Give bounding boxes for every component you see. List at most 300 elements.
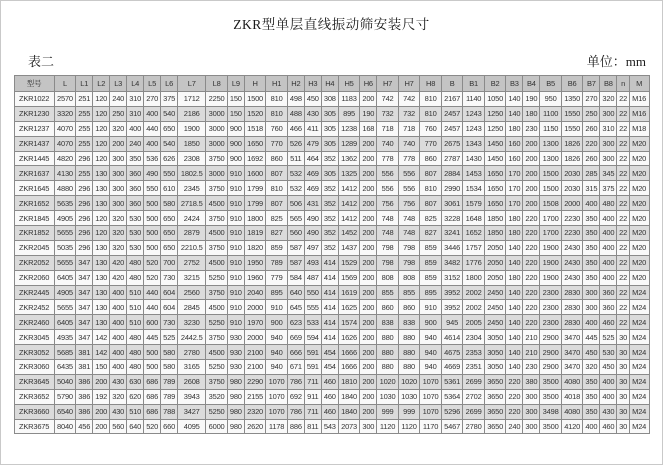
value-cell: 900 — [227, 136, 244, 151]
value-cell: 760 — [420, 121, 442, 136]
value-cell: 2040 — [244, 285, 266, 300]
value-cell: 910 — [227, 255, 244, 270]
value-cell: 1800 — [244, 211, 266, 226]
value-cell: 555 — [304, 300, 321, 315]
value-cell: 526 — [287, 136, 304, 151]
value-cell: 3470 — [561, 360, 583, 375]
value-cell: 200 — [360, 166, 377, 181]
value-cell: 718 — [377, 121, 399, 136]
value-cell: 200 — [360, 300, 377, 315]
value-cell: 2050 — [484, 240, 506, 255]
value-cell: 5364 — [441, 389, 463, 404]
value-cell: 460 — [600, 419, 617, 434]
value-cell: 4500 — [206, 255, 228, 270]
value-cell: 3650 — [484, 419, 506, 434]
value-cell: 825 — [420, 211, 442, 226]
value-cell: 900 — [420, 315, 442, 330]
table-meta — [28, 51, 646, 70]
value-cell: 440 — [144, 121, 161, 136]
value-cell: 580 — [161, 196, 178, 211]
value-cell: 22 — [617, 240, 629, 255]
value-cell: 5655 — [54, 300, 76, 315]
value-cell: 251 — [76, 92, 93, 107]
table-row — [14, 270, 649, 285]
value-cell: 350 — [583, 255, 600, 270]
value-cell: 2030 — [561, 166, 583, 181]
value-cell: 2000 — [561, 196, 583, 211]
value-cell: 142 — [93, 330, 110, 345]
value-cell: 910 — [227, 211, 244, 226]
value-cell: 464 — [304, 151, 321, 166]
value-cell: 386 — [76, 404, 93, 419]
value-cell: 2752 — [178, 255, 206, 270]
column-header: B1 — [463, 76, 485, 92]
value-cell: 200 — [360, 211, 377, 226]
value-cell: 530 — [127, 211, 144, 226]
value-cell: 3050 — [484, 360, 506, 375]
value-cell: 789 — [161, 389, 178, 404]
value-cell: 160 — [506, 151, 523, 166]
value-cell: 140 — [506, 300, 523, 315]
value-cell: 880 — [377, 330, 399, 345]
value-cell: 788 — [161, 404, 178, 419]
column-header: B7 — [583, 76, 600, 92]
value-cell: 490 — [144, 166, 161, 181]
value-cell: 900 — [266, 315, 288, 330]
value-cell: 1520 — [244, 106, 266, 121]
value-cell: 748 — [398, 211, 420, 226]
value-cell: 480 — [127, 330, 144, 345]
value-cell: 375 — [600, 181, 617, 196]
value-cell: 2304 — [463, 330, 485, 345]
value-cell: 778 — [377, 151, 399, 166]
value-cell: 450 — [600, 360, 617, 375]
value-cell: 400 — [583, 315, 600, 330]
model-cell: ZKR1637 — [14, 166, 54, 181]
value-cell: 1412 — [338, 181, 360, 196]
value-cell: 1626 — [338, 330, 360, 345]
value-cell: 400 — [127, 121, 144, 136]
value-cell: 530 — [127, 226, 144, 241]
value-cell: 825 — [266, 211, 288, 226]
value-cell: 5635 — [54, 196, 76, 211]
table-body — [14, 92, 649, 434]
value-cell: 740 — [377, 136, 399, 151]
value-cell: 827 — [266, 226, 288, 241]
value-cell: 587 — [287, 240, 304, 255]
value-cell: 2210.5 — [178, 240, 206, 255]
column-header: H7 — [398, 76, 420, 92]
model-cell: ZKR3675 — [14, 419, 54, 434]
value-cell: 200 — [360, 389, 377, 404]
value-cell: 4500 — [206, 300, 228, 315]
value-cell: 779 — [266, 270, 288, 285]
value-cell: 999 — [398, 404, 420, 419]
value-cell: 500 — [144, 211, 161, 226]
value-cell: 5296 — [441, 404, 463, 419]
value-cell: M20 — [629, 151, 649, 166]
value-cell: 200 — [360, 374, 377, 389]
value-cell: 22 — [617, 136, 629, 151]
value-cell: 1712 — [178, 92, 206, 107]
value-cell: 532 — [287, 166, 304, 181]
table-row — [14, 92, 649, 107]
value-cell: 1070 — [266, 374, 288, 389]
value-cell: 6435 — [54, 360, 76, 375]
value-cell: 798 — [377, 255, 399, 270]
value-cell: 180 — [506, 270, 523, 285]
value-cell: 4614 — [441, 330, 463, 345]
value-cell: 347 — [76, 315, 93, 330]
value-cell: 130 — [93, 166, 110, 181]
value-cell: 1140 — [463, 92, 485, 107]
value-cell: 2002 — [463, 300, 485, 315]
value-cell: 1070 — [266, 404, 288, 419]
column-header: B5 — [540, 76, 562, 92]
value-cell: 300 — [110, 151, 127, 166]
value-cell: 220 — [523, 240, 540, 255]
model-cell: ZKR3060 — [14, 360, 54, 375]
value-cell: 711 — [304, 404, 321, 419]
value-cell: 808 — [398, 270, 420, 285]
value-cell: 22 — [617, 270, 629, 285]
value-cell: 2450 — [484, 315, 506, 330]
value-cell: 1900 — [540, 255, 562, 270]
value-cell: 3650 — [484, 389, 506, 404]
value-cell: 550 — [304, 285, 321, 300]
value-cell: 305 — [321, 166, 338, 181]
value-cell: 3446 — [441, 240, 463, 255]
value-cell: 1183 — [338, 92, 360, 107]
value-cell: 480 — [600, 196, 617, 211]
value-cell: 3215 — [178, 270, 206, 285]
value-cell: 1150 — [540, 121, 562, 136]
value-cell: 671 — [287, 360, 304, 375]
value-cell: 487 — [304, 270, 321, 285]
value-cell: 1960 — [244, 270, 266, 285]
value-cell: 420 — [110, 255, 127, 270]
value-cell: 859 — [420, 240, 442, 255]
value-cell: 1450 — [484, 151, 506, 166]
value-cell: 798 — [398, 255, 420, 270]
value-cell: 880 — [377, 360, 399, 375]
value-cell: 130 — [93, 270, 110, 285]
value-cell: 270 — [583, 92, 600, 107]
column-header: L — [54, 76, 76, 92]
value-cell: 2608 — [178, 374, 206, 389]
value-cell: 540 — [161, 136, 178, 151]
value-cell: 910 — [227, 285, 244, 300]
column-header: B8 — [600, 76, 617, 92]
value-cell: 1799 — [244, 181, 266, 196]
value-cell: 543 — [321, 419, 338, 434]
value-cell: 2830 — [561, 285, 583, 300]
value-cell: 770 — [266, 136, 288, 151]
value-cell: 718 — [398, 121, 420, 136]
unit-label: 单位：mm — [586, 54, 646, 69]
value-cell: 200 — [360, 330, 377, 345]
value-cell: 999 — [377, 404, 399, 419]
value-cell: 1850 — [484, 211, 506, 226]
value-cell: 886 — [287, 419, 304, 434]
value-cell: 350 — [583, 211, 600, 226]
value-cell: 756 — [398, 196, 420, 211]
value-cell: 1070 — [266, 389, 288, 404]
value-cell: 466 — [287, 121, 304, 136]
value-cell: 666 — [287, 345, 304, 360]
value-cell: 308 — [321, 92, 338, 107]
value-cell: 5035 — [54, 240, 76, 255]
value-cell: 742 — [377, 92, 399, 107]
value-cell: 414 — [321, 285, 338, 300]
value-cell: 220 — [523, 226, 540, 241]
value-cell: 2345 — [178, 181, 206, 196]
value-cell: 5655 — [54, 226, 76, 241]
value-cell: 1030 — [377, 389, 399, 404]
value-cell: 320 — [110, 226, 127, 241]
value-cell: 2780 — [178, 345, 206, 360]
value-cell: 2702 — [463, 389, 485, 404]
column-header: H5 — [338, 76, 360, 92]
value-cell: 3427 — [178, 404, 206, 419]
value-cell: 347 — [76, 285, 93, 300]
value-cell: 626 — [161, 151, 178, 166]
value-cell: 4500 — [206, 226, 228, 241]
value-cell: 520 — [144, 255, 161, 270]
value-cell: 1020 — [377, 374, 399, 389]
value-cell: 2884 — [441, 166, 463, 181]
value-cell: 386 — [76, 389, 93, 404]
value-cell: 380 — [523, 374, 540, 389]
value-cell: 352 — [321, 196, 338, 211]
value-cell: 2000 — [244, 330, 266, 345]
table-row — [14, 106, 649, 121]
value-cell: 1430 — [463, 151, 485, 166]
value-cell: 230 — [523, 360, 540, 375]
value-cell: 808 — [377, 270, 399, 285]
value-cell: 260 — [583, 151, 600, 166]
value-cell: 940 — [420, 360, 442, 375]
value-cell: 610 — [161, 181, 178, 196]
value-cell: 498 — [287, 92, 304, 107]
value-cell: 250 — [583, 106, 600, 121]
value-cell: 3952 — [441, 285, 463, 300]
value-cell: 230 — [523, 121, 540, 136]
value-cell: 748 — [377, 211, 399, 226]
value-cell: 536 — [144, 151, 161, 166]
value-cell: 2155 — [244, 389, 266, 404]
value-cell: 130 — [93, 300, 110, 315]
value-cell: 1243 — [463, 121, 485, 136]
value-cell: 22 — [617, 121, 629, 136]
value-cell: 440 — [144, 300, 161, 315]
value-cell: 350 — [583, 374, 600, 389]
value-cell: 200 — [523, 181, 540, 196]
value-cell: 500 — [144, 345, 161, 360]
value-cell: 4820 — [54, 151, 76, 166]
value-cell: 2167 — [441, 92, 463, 107]
value-cell: 255 — [76, 121, 93, 136]
value-cell: 200 — [360, 240, 377, 255]
value-cell: 140 — [506, 240, 523, 255]
value-cell: 160 — [506, 136, 523, 151]
value-cell: 320 — [110, 389, 127, 404]
value-cell: 580 — [161, 345, 178, 360]
value-cell: 296 — [76, 226, 93, 241]
value-cell: 200 — [523, 196, 540, 211]
value-cell: 1250 — [484, 106, 506, 121]
value-cell: 120 — [93, 136, 110, 151]
value-cell: 22 — [617, 196, 629, 211]
column-header: H4 — [321, 76, 338, 92]
value-cell: 1850 — [484, 226, 506, 241]
value-cell: 859 — [420, 255, 442, 270]
value-cell: 480 — [127, 270, 144, 285]
model-cell: ZKR3052 — [14, 345, 54, 360]
value-cell: 190 — [360, 106, 377, 121]
value-cell: 1650 — [484, 166, 506, 181]
value-cell: 3152 — [441, 270, 463, 285]
value-cell: M24 — [629, 315, 649, 330]
value-cell: 300 — [110, 166, 127, 181]
value-cell: 1500 — [540, 166, 562, 181]
value-cell: 431 — [304, 196, 321, 211]
value-cell: 600 — [144, 315, 161, 330]
value-cell: 352 — [321, 151, 338, 166]
value-cell: 200 — [360, 270, 377, 285]
table-row — [14, 255, 649, 270]
value-cell: 220 — [523, 315, 540, 330]
value-cell: 6405 — [54, 270, 76, 285]
value-cell: 2250 — [206, 92, 228, 107]
value-cell: 520 — [144, 419, 161, 434]
value-cell: 347 — [76, 330, 93, 345]
value-cell: 686 — [144, 374, 161, 389]
value-cell: 556 — [398, 181, 420, 196]
value-cell: 810 — [266, 106, 288, 121]
value-cell: 220 — [583, 136, 600, 151]
value-cell: 285 — [583, 166, 600, 181]
value-cell: 650 — [161, 121, 178, 136]
column-header: L6 — [161, 76, 178, 92]
model-cell: ZKR1230 — [14, 106, 54, 121]
value-cell: 30 — [617, 389, 629, 404]
value-cell: 142 — [93, 345, 110, 360]
value-cell: 1020 — [398, 374, 420, 389]
value-cell: 1050 — [484, 92, 506, 107]
value-cell: 1243 — [463, 106, 485, 121]
value-cell: 910 — [420, 300, 442, 315]
value-cell: 1650 — [484, 181, 506, 196]
value-cell: 310 — [600, 121, 617, 136]
value-cell: 2430 — [561, 255, 583, 270]
value-cell: 3320 — [54, 106, 76, 121]
value-cell: 414 — [321, 255, 338, 270]
value-cell: 300 — [523, 389, 540, 404]
table-row — [14, 300, 649, 315]
value-cell: 1802.5 — [178, 166, 206, 181]
value-cell: 352 — [321, 240, 338, 255]
value-cell: 910 — [227, 270, 244, 285]
value-cell: 400 — [583, 419, 600, 434]
value-cell: 200 — [360, 360, 377, 375]
value-cell: 305 — [321, 136, 338, 151]
value-cell: 500 — [144, 226, 161, 241]
model-cell: ZKR2045 — [14, 240, 54, 255]
value-cell: M24 — [629, 285, 649, 300]
value-cell: 469 — [304, 181, 321, 196]
value-cell: M20 — [629, 226, 649, 241]
value-cell: 400 — [600, 240, 617, 255]
value-cell: 1666 — [338, 345, 360, 360]
value-cell: 400 — [144, 136, 161, 151]
value-cell: 827 — [420, 226, 442, 241]
value-cell: 692 — [287, 389, 304, 404]
value-cell: 200 — [360, 151, 377, 166]
value-cell: 1343 — [463, 136, 485, 151]
column-header: L1 — [76, 76, 93, 92]
value-cell: 3482 — [441, 255, 463, 270]
value-cell: 860 — [266, 151, 288, 166]
value-cell: 910 — [227, 196, 244, 211]
value-cell: 2300 — [540, 300, 562, 315]
value-cell: 400 — [600, 374, 617, 389]
value-cell: 510 — [127, 285, 144, 300]
value-cell: 1120 — [398, 419, 420, 434]
value-cell: 4080 — [561, 374, 583, 389]
value-cell: 140 — [506, 106, 523, 121]
column-header: H — [244, 76, 266, 92]
value-cell: 140 — [506, 285, 523, 300]
value-cell: 700 — [161, 255, 178, 270]
value-cell: 2300 — [540, 285, 562, 300]
value-cell: 200 — [360, 181, 377, 196]
value-cell: 1970 — [244, 315, 266, 330]
value-cell: 810 — [420, 181, 442, 196]
value-cell: 3520 — [206, 389, 228, 404]
value-cell: 350 — [127, 151, 144, 166]
value-cell: 980 — [227, 389, 244, 404]
value-cell: 930 — [227, 345, 244, 360]
value-cell: 200 — [523, 136, 540, 151]
column-header: L2 — [93, 76, 110, 92]
value-cell: 1289 — [338, 136, 360, 151]
value-cell: 200 — [523, 151, 540, 166]
column-header: L3 — [110, 76, 127, 92]
value-cell: 3650 — [484, 374, 506, 389]
value-cell: 2290 — [244, 374, 266, 389]
value-cell: 686 — [144, 404, 161, 419]
value-cell: 347 — [76, 270, 93, 285]
value-cell: 490 — [304, 211, 321, 226]
value-cell: 360 — [600, 285, 617, 300]
value-cell: 2780 — [463, 419, 485, 434]
value-cell: 180 — [506, 121, 523, 136]
value-cell: 350 — [583, 226, 600, 241]
value-cell: 3500 — [540, 389, 562, 404]
value-cell: 200 — [93, 374, 110, 389]
value-cell: 320 — [110, 211, 127, 226]
value-cell: 742 — [398, 92, 420, 107]
model-cell: ZKR3652 — [14, 389, 54, 404]
value-cell: 360 — [127, 196, 144, 211]
value-cell: 375 — [161, 92, 178, 107]
value-cell: 479 — [304, 136, 321, 151]
value-cell: 3470 — [561, 345, 583, 360]
value-cell: 2900 — [540, 360, 562, 375]
value-cell: 22 — [617, 300, 629, 315]
value-cell: 910 — [266, 300, 288, 315]
